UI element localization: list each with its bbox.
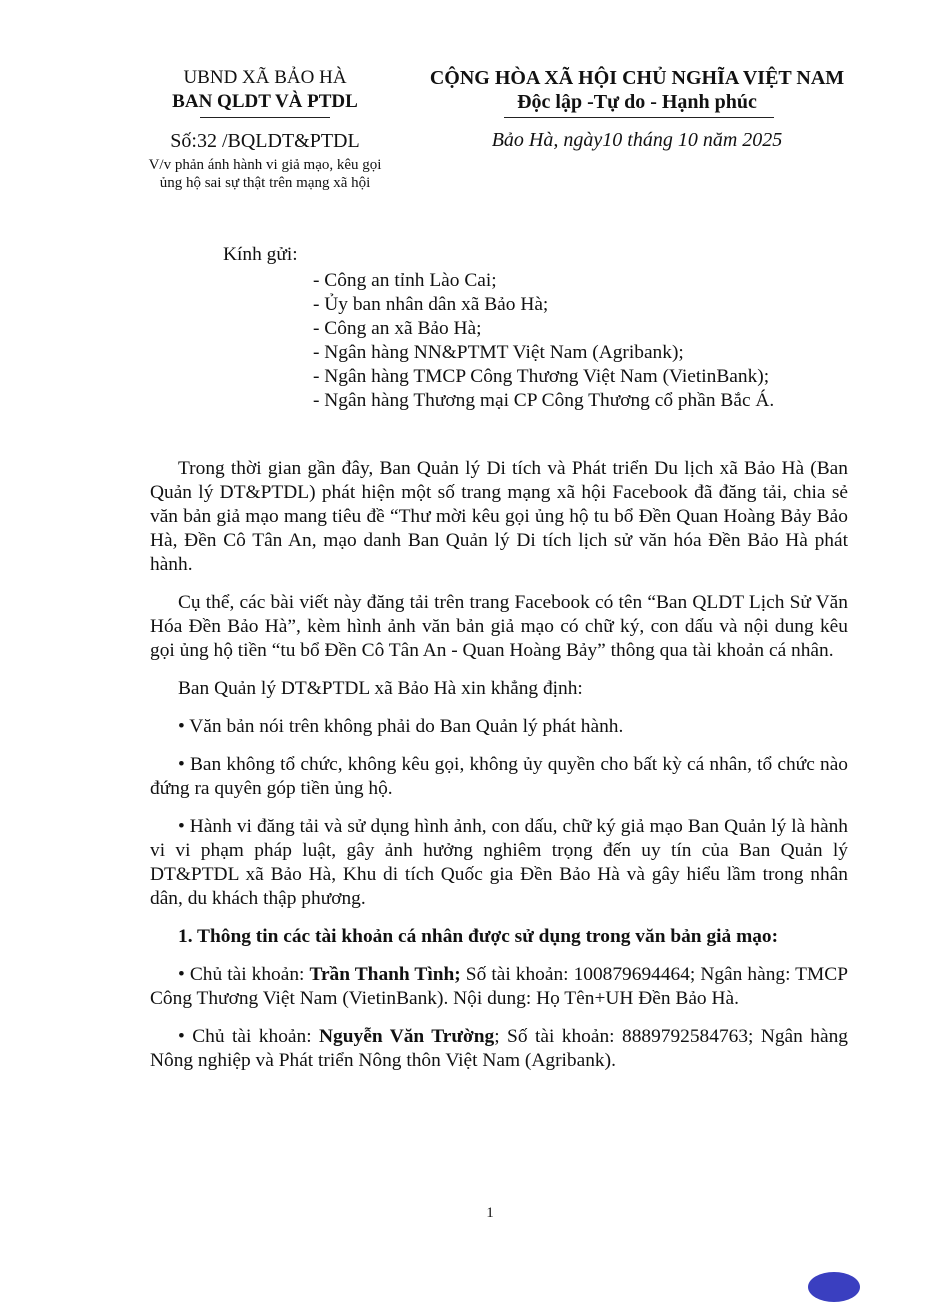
recipient-item: - Công an tỉnh Lào Cai;	[313, 270, 497, 291]
header-rule-left	[200, 117, 330, 118]
subject-line-1: V/v phản ánh hành vi giả mạo, kêu gọi	[148, 157, 382, 173]
account-prefix: • Chủ tài khoản:	[178, 964, 310, 985]
recipients-label: Kính gửi:	[223, 244, 298, 265]
account-holder: Nguyễn Văn Trường	[319, 1026, 495, 1047]
motto: Độc lập -Tự do - Hạnh phúc	[517, 91, 757, 113]
account-2	[150, 1025, 848, 1073]
recipient-item: - Công an xã Bảo Hà;	[313, 318, 482, 339]
recipient-item: - Ngân hàng Thương mại CP Công Thương cổ phần Bắc Á.	[313, 390, 775, 411]
recipient-list	[313, 269, 774, 413]
place-date: Bảo Hà, ngày10 tháng 10 năm 2025	[491, 129, 783, 151]
bullet-3: • Hành vi đăng tải và sử dụng hình ảnh, con dấu, chữ ký giả mạo Ban Quản lý là hành vi vi phạm pháp luật, gây ảnh hưởng nghiêm trọng đến uy tín của Ban Quản lý DT&PTDL xã Bảo Hà, Khu di tích Quốc gia Đền Bảo Hà và gây hiểu lầm trong nhân dân, du khách thập phương.	[150, 816, 848, 909]
doc-number: Số:32 /BQLDT&PTDL	[170, 130, 360, 152]
bullet-2: • Ban không tổ chức, không kêu gọi, không ủy quyền cho bất kỳ cá nhân, tổ chức nào đứng ra quyên góp tiền ủng hộ.	[150, 754, 848, 799]
doc-subject	[130, 156, 400, 192]
document-body	[150, 457, 848, 1087]
corner-badge-icon	[808, 1272, 860, 1302]
account-holder: Trần Thanh Tình;	[309, 964, 461, 985]
recipient-item: - Ngân hàng TMCP Công Thương Việt Nam (VietinBank);	[313, 366, 770, 387]
org-parent: UBND XÃ BẢO HÀ	[183, 67, 347, 88]
section-1-title: 1. Thông tin các tài khoản cá nhân được sử dụng trong văn bản giả mạo:	[178, 926, 779, 947]
account-1	[150, 963, 848, 1011]
recipient-item: - Ngân hàng NN&PTMT Việt Nam (Agribank);	[313, 342, 684, 363]
paragraph-details: Cụ thể, các bài viết này đăng tải trên trang Facebook có tên “Ban QLDT Lịch Sử Văn Hóa Đền Bảo Hà”, kèm hình ảnh văn bản giả mạo có chữ ký, con dấu và nội dung kêu gọi ủng hộ tiền “tu bổ Đền Cô Tân An - Quan Hoàng Bảy” thông qua tài khoản cá nhân.	[150, 592, 848, 661]
account-details: Số tài khoản: 100879694464; Ngân hàng: TMCP Công Thương Việt Nam (VietinBank). Nội dung: Họ Tên+UH Đền Bảo Hà.	[150, 964, 848, 1009]
paragraph-intro: Trong thời gian gần đây, Ban Quản lý Di tích và Phát triển Du lịch xã Bảo Hà (Ban Quản lý DT&PTDL) phát hiện một số trang mạng xã hội Facebook đã đăng tải, chia sẻ văn bản giả mạo mang tiêu đề “Thư mời kêu gọi ủng hộ tu bổ Đền Quan Hoàng Bảy Bảo Hà, Đền Cô Tân An, mạo danh Ban Quản lý Di tích lịch sử văn hóa Đền Bảo Hà phát hành.	[150, 458, 848, 575]
account-details: ; Số tài khoản: 8889792584763; Ngân hàng Nông nghiệp và Phát triển Nông thôn Việt Nam (Agribank).	[150, 1026, 848, 1071]
subject-line-2: ủng hộ sai sự thật trên mạng xã hội	[159, 175, 371, 191]
account-prefix: • Chủ tài khoản:	[178, 1026, 320, 1047]
page-number: 1	[486, 1205, 494, 1221]
recipient-item: - Ủy ban nhân dân xã Bảo Hà;	[313, 294, 549, 315]
paragraph-affirm: Ban Quản lý DT&PTDL xã Bảo Hà xin khẳng định:	[178, 678, 583, 699]
header-rule-right	[504, 117, 774, 118]
national-title: CỘNG HÒA XÃ HỘI CHỦ NGHĨA VIỆT NAM	[429, 67, 845, 89]
org-name: BAN QLDT VÀ PTDL	[172, 91, 358, 112]
bullet-1: • Văn bản nói trên không phải do Ban Quản lý phát hành.	[178, 716, 624, 737]
